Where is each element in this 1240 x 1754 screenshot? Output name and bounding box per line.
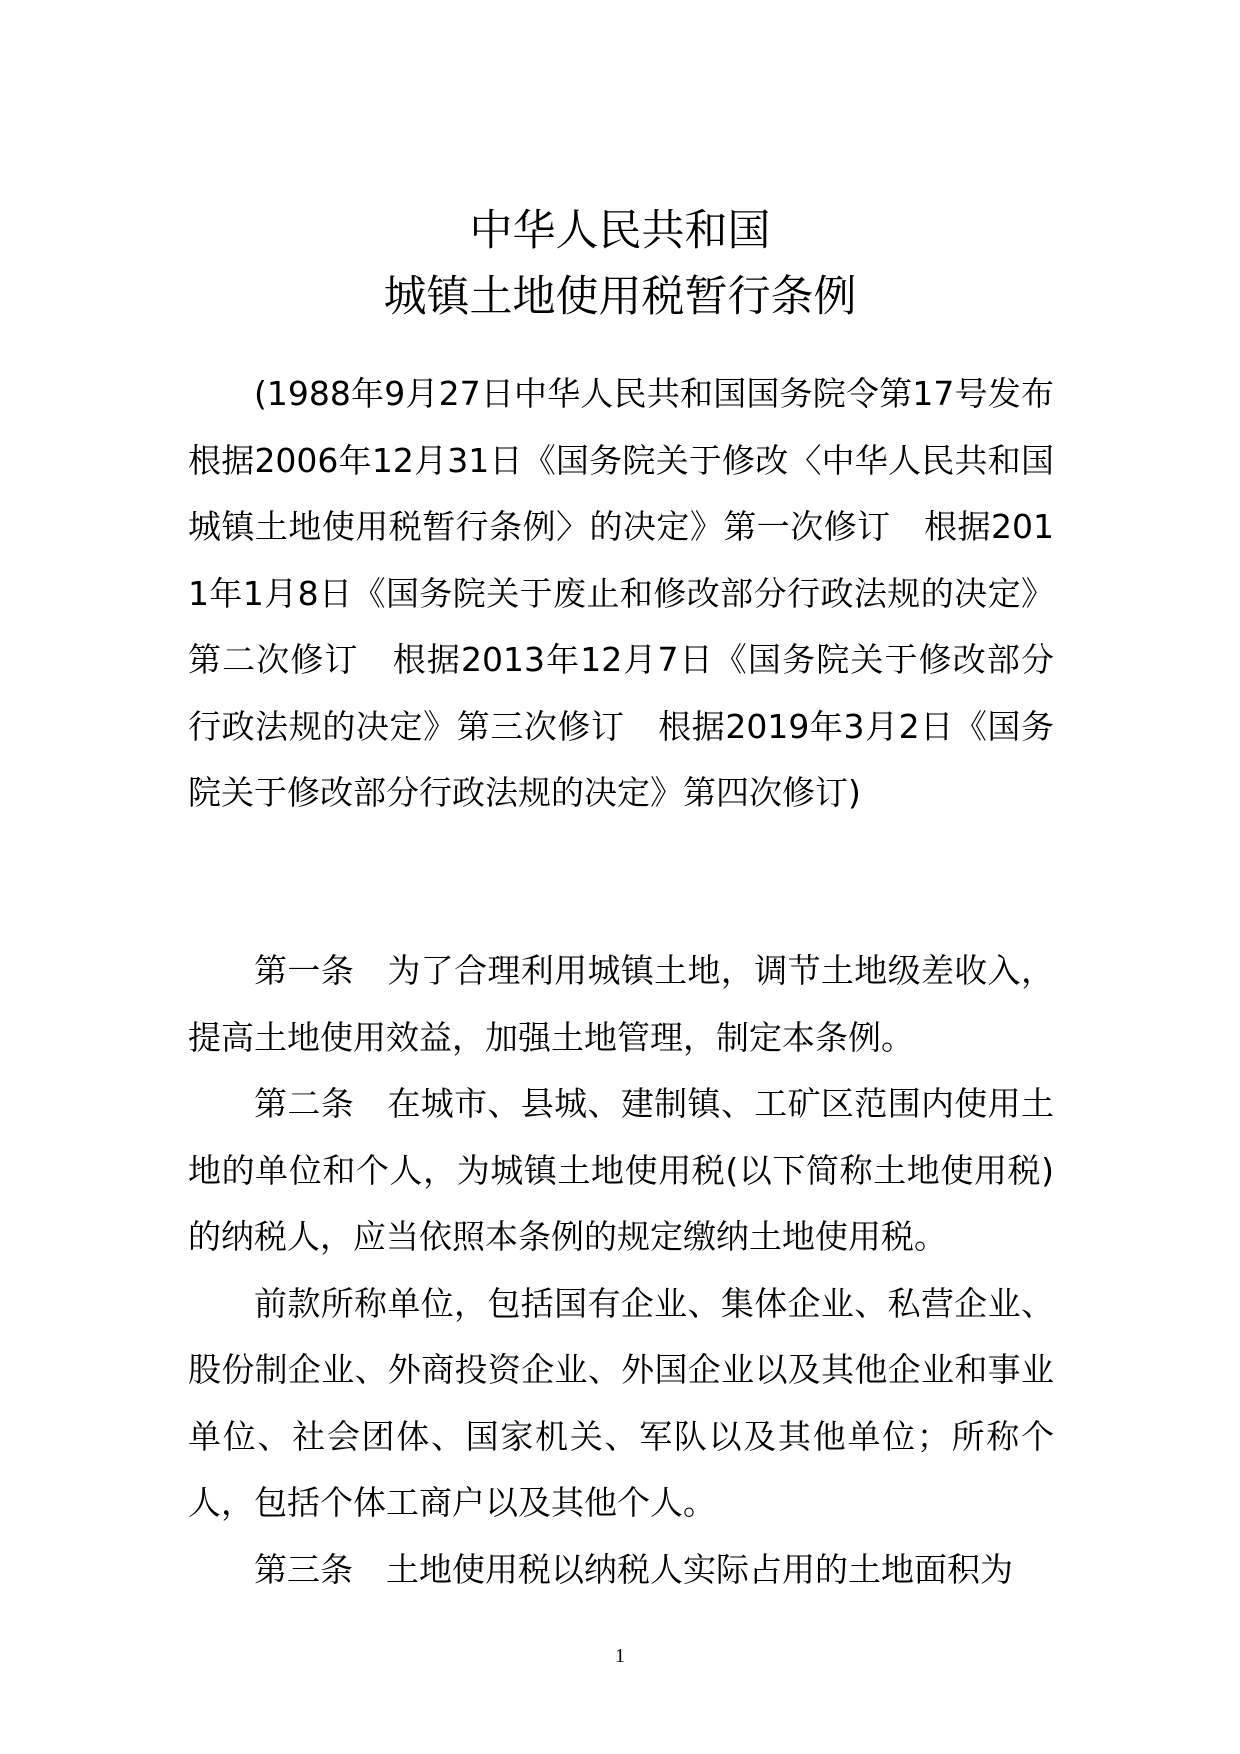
title-line-1: 中华人民共和国	[469, 206, 771, 256]
page-number: 1	[615, 1645, 625, 1667]
preamble-text: (1988年9月27日中华人民共和国国务院令第17号发布 根据2006年12月31日《国务院关于修改〈中华人民共和国城镇土地使用税暂行条例〉的决定》第一次修订 根据2011年1月8日《国务院关于废止和修改部分行政法规的决定》第二次修订 根据2013年12月7日《国务院关于修改部分行政法规的决定》第三次修订 根据2019年3月2日《国务院关于修改部分行政法规的决定》第四次修订)	[188, 374, 1087, 812]
articles-block	[188, 938, 1054, 1603]
article-3-paragraph: 第三条 土地使用税以纳税人实际占用的土地面积为	[254, 1549, 1013, 1589]
preamble-block	[188, 361, 1087, 827]
title-line-2: 城镇土地使用税暂行条例	[383, 272, 857, 322]
article-2-paragraph: 第二条 在城市、县城、建制镇、工矿区范围内使用土地的单位和个人，为城镇土地使用税(以下简称土地使用税)的纳税人，应当依照本条例的规定缴纳土地使用税。	[188, 1084, 1054, 1256]
article-1-paragraph: 第一条 为了合理利用城镇土地，调节土地级差收入，提高土地使用效益，加强土地管理，制定本条例。	[188, 951, 1054, 1057]
article-2-subparagraph: 前款所称单位，包括国有企业、集体企业、私营企业、股份制企业、外商投资企业、外国企业以及其他企业和事业单位、社会团体、国家机关、军队以及其他单位；所称个人，包括个体工商户以及其他个人。	[188, 1283, 1054, 1522]
